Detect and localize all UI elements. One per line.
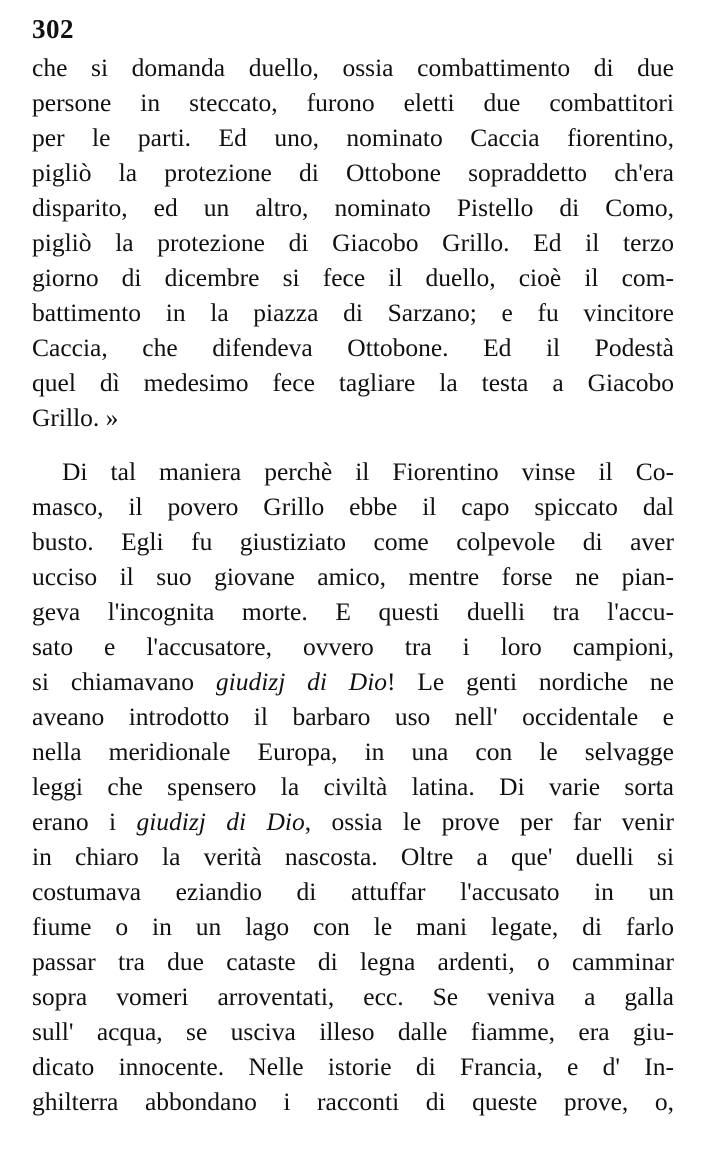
text-line: quel dì medesimo fece tagliare la testa a Giacobo bbox=[32, 368, 674, 397]
text-line: sopra vomeri arroventati, ecc. Se veniva a galla bbox=[32, 982, 674, 1011]
text-line: Di tal maniera perchè il Fiorentino vinse il Co- bbox=[62, 457, 674, 486]
text-line: ucciso il suo giovane amico, mentre forse ne pian- bbox=[32, 562, 674, 591]
text-line: sato e l'accusatore, ovvero tra i loro campioni, bbox=[32, 632, 674, 661]
text-line: nella meridionale Europa, in una con le selvagge bbox=[32, 737, 674, 766]
text-line: passar tra due cataste di legna ardenti, o camminar bbox=[32, 947, 674, 976]
text-line: si chiamavano giudizj di Dio! Le genti nordiche ne bbox=[32, 667, 674, 696]
text-line: che si domanda duello, ossia combattimento di due bbox=[32, 53, 674, 82]
page-number: 302 bbox=[32, 14, 74, 44]
text-line: dicato innocente. Nelle istorie di Francia, e d' In- bbox=[32, 1052, 674, 1081]
quote-paragraph bbox=[32, 50, 674, 435]
text-line: leggi che spensero la civiltà latina. Di varie sorta bbox=[32, 772, 674, 801]
text-line: ghilterra abbondano i racconti di queste prove, o, bbox=[32, 1087, 674, 1116]
commentary-paragraph bbox=[32, 454, 674, 1119]
text-line: battimento in la piazza di Sarzano; e fu vincitore bbox=[32, 298, 674, 327]
text-line: fiume o in un lago con le mani legate, di farlo bbox=[32, 912, 674, 941]
text-line: Grillo. » bbox=[32, 403, 119, 432]
text-line: erano i giudizj di Dio, ossia le prove per far venir bbox=[32, 807, 674, 836]
text-line: pigliò la protezione di Giacobo Grillo. Ed il terzo bbox=[32, 228, 674, 257]
text-line: pigliò la protezione di Ottobone sopraddetto ch'era bbox=[32, 158, 674, 187]
text-line: disparito, ed un altro, nominato Pistello di Como, bbox=[32, 193, 674, 222]
text-line: in chiaro la verità nascosta. Oltre a que' duelli si bbox=[32, 842, 674, 871]
text-line: giorno di dicembre si fece il duello, cioè il com- bbox=[32, 263, 674, 292]
text-line: sull' acqua, se usciva illeso dalle fiamme, era giu- bbox=[32, 1017, 674, 1046]
text-line: masco, il povero Grillo ebbe il capo spiccato dal bbox=[32, 492, 674, 521]
text-line: persone in steccato, furono eletti due combattitori bbox=[32, 88, 674, 117]
text-line: per le parti. Ed uno, nominato Caccia fiorentino, bbox=[32, 123, 674, 152]
text-line: busto. Egli fu giustiziato come colpevole di aver bbox=[32, 527, 674, 556]
text-line: costumava eziandio di attuffar l'accusato in un bbox=[32, 877, 674, 906]
text-line: aveano introdotto il barbaro uso nell' occidentale e bbox=[32, 702, 674, 731]
text-line: Caccia, che difendeva Ottobone. Ed il Podestà bbox=[32, 333, 674, 362]
text-line: geva l'incognita morte. E questi duelli tra l'accu- bbox=[32, 597, 674, 626]
